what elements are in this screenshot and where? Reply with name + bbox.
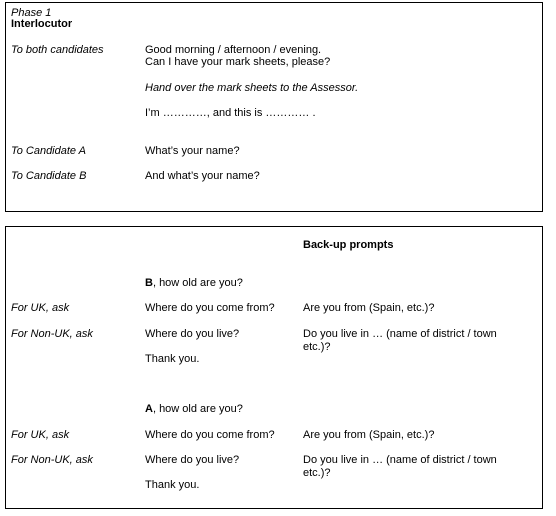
phase-label: Phase 1 bbox=[11, 7, 52, 19]
nonuk-prompt-b: Do you live in … (name of district / town etc.)? bbox=[303, 328, 497, 353]
candidate-a-name: A bbox=[145, 403, 153, 415]
age-question-b-text: , how old are you? bbox=[152, 277, 243, 289]
to-both-label: To both candidates bbox=[11, 44, 104, 56]
nonuk-question-a: Where do you live? bbox=[145, 454, 240, 466]
candidate-b-name: B bbox=[145, 277, 153, 289]
to-candidate-b-label: To Candidate B bbox=[11, 170, 87, 182]
nonuk-label-a: For Non-UK, ask bbox=[11, 454, 93, 466]
age-question-a-text: , how old are you? bbox=[152, 403, 243, 415]
uk-label-a: For UK, ask bbox=[11, 429, 70, 441]
role-heading: Interlocutor bbox=[11, 18, 73, 30]
question-name-b: And what’s your name? bbox=[145, 170, 260, 182]
age-question-b bbox=[145, 277, 243, 289]
backup-prompts-header: Back-up prompts bbox=[303, 239, 394, 251]
intro-line: I’m …………, and this is ………… . bbox=[145, 107, 316, 119]
thanks-a: Thank you. bbox=[145, 479, 200, 491]
uk-question-b: Where do you come from? bbox=[145, 302, 275, 314]
age-question-a bbox=[145, 403, 243, 415]
thanks-b: Thank you. bbox=[145, 353, 200, 365]
uk-label-b: For UK, ask bbox=[11, 302, 70, 314]
greeting-line1: Good morning / afternoon / evening. bbox=[145, 44, 322, 56]
nonuk-label-b: For Non-UK, ask bbox=[11, 328, 93, 340]
question-name-a: What’s your name? bbox=[145, 145, 240, 157]
uk-prompt-b: Are you from (Spain, etc.)? bbox=[303, 302, 435, 314]
to-candidate-a-label: To Candidate A bbox=[11, 145, 87, 157]
uk-question-a: Where do you come from? bbox=[145, 429, 275, 441]
instruction-text: Hand over the mark sheets to the Assessor. bbox=[145, 82, 359, 94]
greeting-line2: Can I have your mark sheets, please? bbox=[145, 56, 331, 68]
nonuk-prompt-a: Do you live in … (name of district / town etc.)? bbox=[303, 454, 497, 479]
uk-prompt-a: Are you from (Spain, etc.)? bbox=[303, 429, 435, 441]
nonuk-question-b: Where do you live? bbox=[145, 328, 240, 340]
